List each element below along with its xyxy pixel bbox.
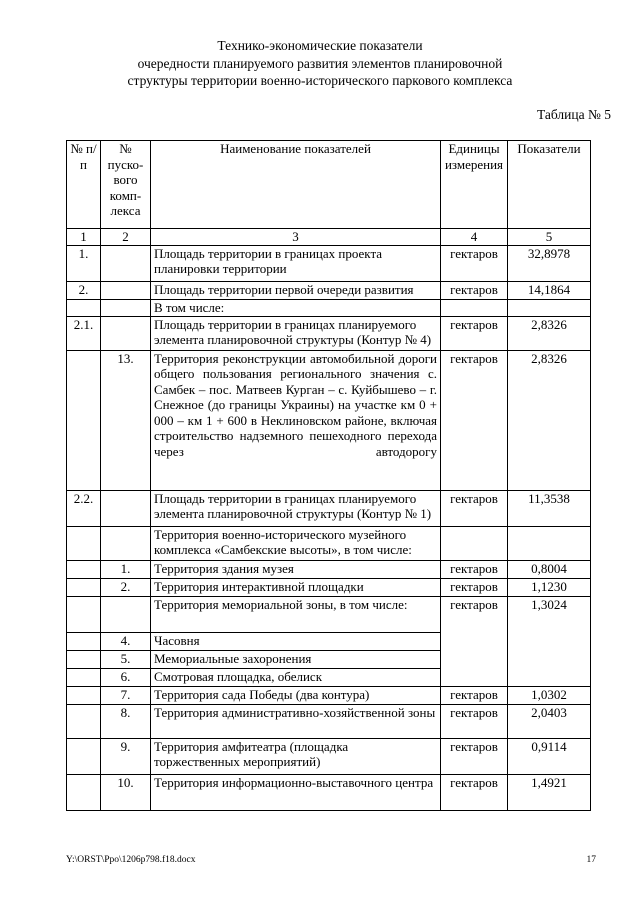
row-name: Территория мемориальной зоны, в том числе: [151, 596, 441, 632]
row-unit: гектаров [441, 560, 508, 578]
table-row [67, 490, 591, 526]
row-sub: 7. [101, 686, 151, 704]
row-sub [101, 596, 151, 632]
row-sub: 2. [101, 578, 151, 596]
table-row [67, 299, 591, 316]
row-num [67, 774, 101, 810]
row-value: 0,8004 [508, 560, 591, 578]
row-name: Площадь территории в границах проекта планировки территории [151, 245, 441, 281]
footer-file-path: Y:\ORST\Ppo\1206p798.f18.docx [66, 855, 196, 865]
row-value [508, 526, 591, 560]
row-name: Территория интерактивной площадки [151, 578, 441, 596]
row-num [67, 350, 101, 490]
row-sub: 13. [101, 350, 151, 490]
row-num: 2.1. [67, 316, 101, 350]
table-row [67, 578, 591, 596]
header-num: № п/п [67, 141, 101, 229]
row-value [508, 299, 591, 316]
header-name: Наименование показателей [151, 141, 441, 229]
table-row [67, 245, 591, 281]
row-name: Территория здания музея [151, 560, 441, 578]
column-number: 2 [101, 229, 151, 246]
row-name: Территория амфитеатра (площадка торжественных мероприятий) [151, 738, 441, 774]
row-name: Мемориальные захоронения [151, 650, 441, 668]
table-row [67, 596, 591, 632]
row-value: 14,1864 [508, 281, 591, 299]
row-num [67, 578, 101, 596]
row-num [67, 560, 101, 578]
row-sub: 8. [101, 704, 151, 738]
row-unit: гектаров [441, 316, 508, 350]
document-title [60, 37, 580, 90]
row-value: 1,0302 [508, 686, 591, 704]
row-num: 2.2. [67, 490, 101, 526]
row-num [67, 686, 101, 704]
column-number: 4 [441, 229, 508, 246]
title-line-1: Технико-экономические показатели [217, 38, 423, 53]
row-unit: гектаров [441, 704, 508, 738]
row-unit: гектаров [441, 245, 508, 281]
row-value: 0,9114 [508, 738, 591, 774]
row-unit: гектаров [441, 578, 508, 596]
row-sub [101, 245, 151, 281]
row-name: Часовня [151, 632, 441, 650]
row-num [67, 650, 101, 668]
row-value: 2,0403 [508, 704, 591, 738]
table-row [67, 350, 591, 490]
footer-page-number: 17 [586, 855, 596, 865]
row-unit [441, 526, 508, 560]
indicators-table [66, 140, 591, 811]
row-num [67, 526, 101, 560]
row-unit: гектаров [441, 686, 508, 704]
row-name: Территория информационно-выставочного центра [151, 774, 441, 810]
row-value: 1,4921 [508, 774, 591, 810]
row-sub: 10. [101, 774, 151, 810]
header-unit: Единицы измерения [441, 141, 508, 229]
row-value: 2,8326 [508, 316, 591, 350]
row-num [67, 299, 101, 316]
row-num [67, 632, 101, 650]
table-row [67, 560, 591, 578]
row-sub: 4. [101, 632, 151, 650]
row-name: Территория административно-хозяйственной зоны [151, 704, 441, 738]
table-row [67, 281, 591, 299]
row-sub [101, 526, 151, 560]
row-value: 11,3538 [508, 490, 591, 526]
column-number: 1 [67, 229, 101, 246]
row-sub [101, 281, 151, 299]
row-unit [441, 299, 508, 316]
table-number: Таблица № 5 [537, 107, 611, 122]
row-unit: гектаров [441, 281, 508, 299]
row-unit: гектаров [441, 490, 508, 526]
table-row [67, 316, 591, 350]
row-num [67, 738, 101, 774]
row-sub: 9. [101, 738, 151, 774]
row-unit: гектаров [441, 774, 508, 810]
row-sub: 6. [101, 668, 151, 686]
header-row [67, 141, 591, 229]
row-name: Площадь территории в границах планируемого элемента планировочной структуры (Контур № 4) [151, 316, 441, 350]
row-value: 1,3024 [508, 596, 591, 686]
row-num [67, 668, 101, 686]
row-sub [101, 299, 151, 316]
column-number-row [67, 229, 591, 246]
row-sub: 1. [101, 560, 151, 578]
row-sub [101, 316, 151, 350]
row-unit: гектаров [441, 350, 508, 490]
row-unit: гектаров [441, 738, 508, 774]
table-row [67, 526, 591, 560]
header-complex-num: № пуско-вого комп-лекса [101, 141, 151, 229]
row-num: 2. [67, 281, 101, 299]
table-row [67, 738, 591, 774]
header-value: Показатели [508, 141, 591, 229]
table-row [67, 686, 591, 704]
title-line-2: очередности планируемого развития элементов планировочной [137, 55, 503, 71]
row-name: В том числе: [151, 299, 441, 316]
row-name: Территория реконструкции автомобильной дороги общего пользования регионального значения с. Самбек – пос. Матвеев Курган – с. Куйбышево – г. Снежное (до границы Украины) на участке км 0 + 000 – км 1 + 600 в Неклиновском районе, включая строительство надземного пешеходного перехода через автодорогу [151, 350, 441, 490]
row-unit: гектаров [441, 596, 508, 686]
column-number: 3 [151, 229, 441, 246]
row-num [67, 704, 101, 738]
row-num: 1. [67, 245, 101, 281]
row-name: Площадь территории в границах планируемого элемента планировочной структуры (Контур № 1) [151, 490, 441, 526]
row-name: Площадь территории первой очереди развития [151, 281, 441, 299]
row-num [67, 596, 101, 632]
row-name: Территория сада Победы (два контура) [151, 686, 441, 704]
table-row [67, 704, 591, 738]
row-value: 32,8978 [508, 245, 591, 281]
table-row [67, 774, 591, 810]
row-sub [101, 490, 151, 526]
row-sub: 5. [101, 650, 151, 668]
row-name: Смотровая площадка, обелиск [151, 668, 441, 686]
row-value: 1,1230 [508, 578, 591, 596]
row-value: 2,8326 [508, 350, 591, 490]
row-name: Территория военно-исторического музейного комплекса «Самбекские высоты», в том числе: [151, 526, 441, 560]
column-number: 5 [508, 229, 591, 246]
title-line-3: структуры территории военно-исторического паркового комплекса [127, 73, 513, 88]
